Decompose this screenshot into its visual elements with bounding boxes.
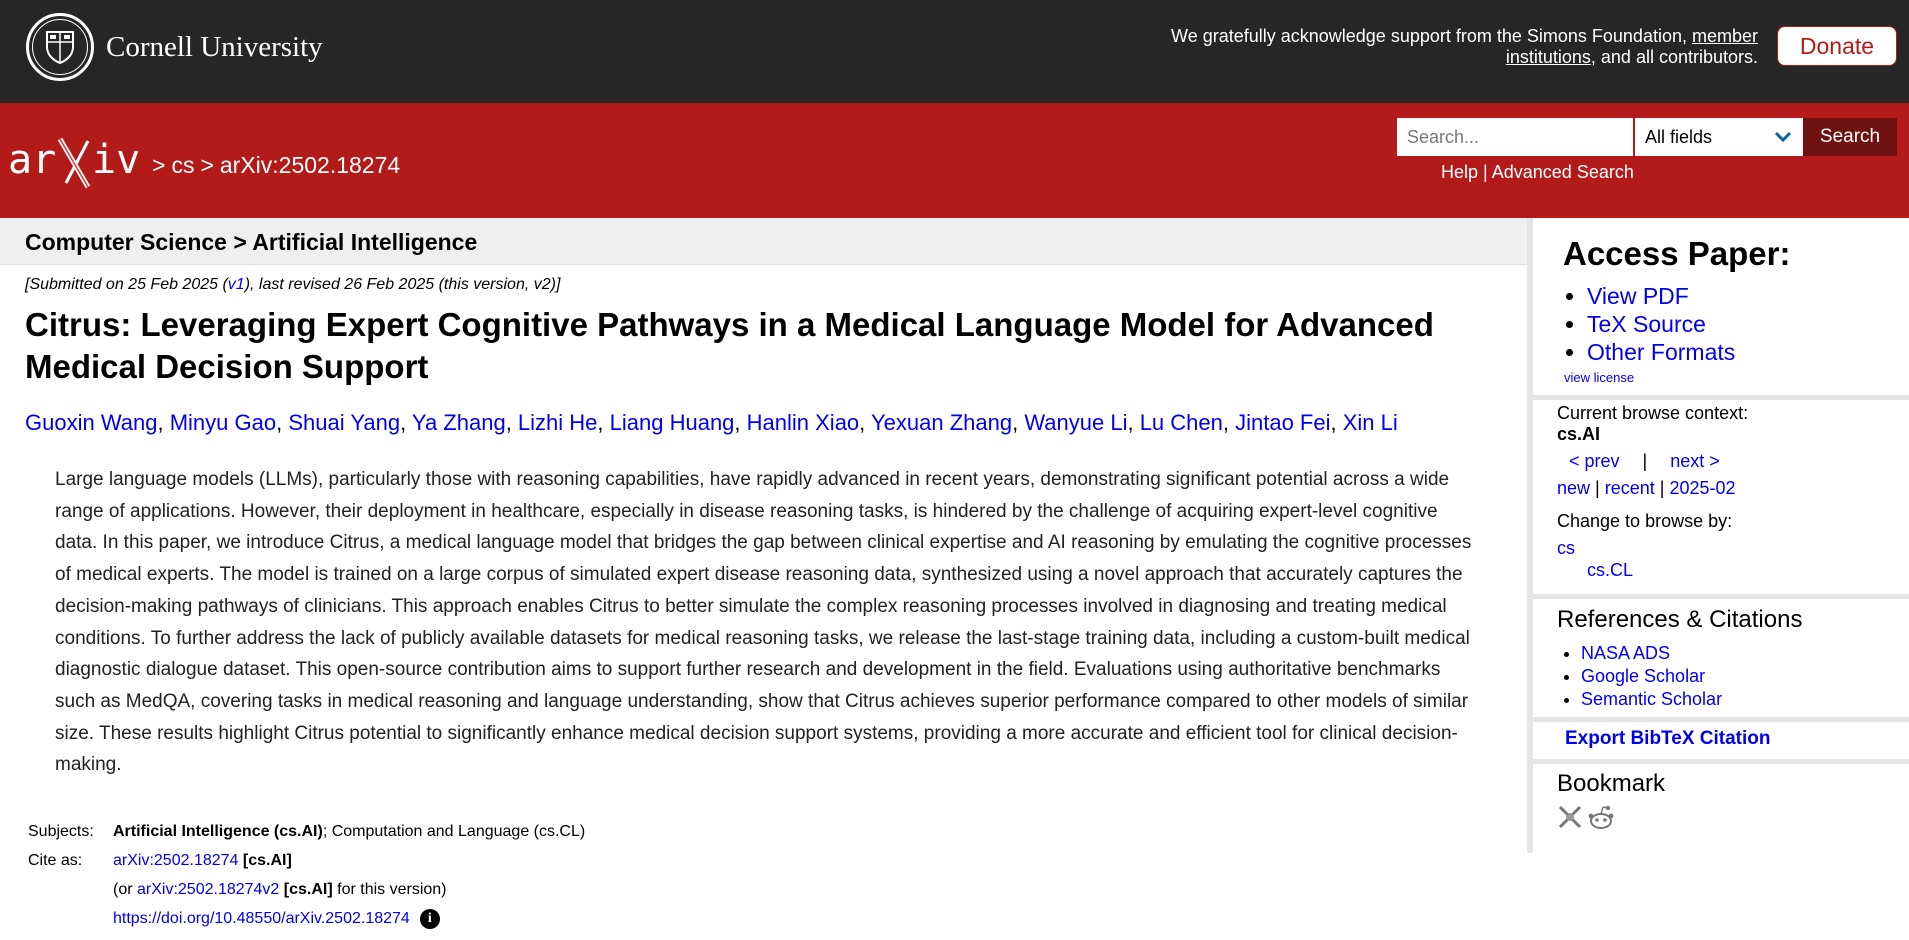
donate-button[interactable]: Donate: [1777, 26, 1897, 66]
change-browse-label: Change to browse by:: [1557, 511, 1733, 531]
search-field-select[interactable]: All fields: [1635, 118, 1803, 156]
breadcrumb: > cs > arXiv:2502.18274: [152, 152, 401, 178]
author-link[interactable]: Jintao Fei: [1235, 410, 1331, 435]
semantic-scholar-link[interactable]: Semantic Scholar: [1581, 689, 1723, 709]
sidebar: [1527, 218, 1909, 853]
svg-text:iv: iv: [92, 137, 141, 183]
author-link[interactable]: Lizhi He: [517, 410, 598, 435]
submission-dateline: [Submitted on 25 Feb 2025 (v1), last revised 26 Feb 2025 (this version, v2)]: [25, 276, 561, 293]
v1-link[interactable]: v1: [227, 276, 245, 293]
divider: [1533, 717, 1909, 722]
author-link[interactable]: Hanlin Xiao: [746, 410, 860, 435]
abstract: Large language models (LLMs), particularly those with reasoning capabilities, have rapidly advanced in recent years, demonstrating significant potential across a wide range of applications. However, their deployment in healthcare, especially in disease reasoning tasks, is hindered by the challenge of acquiring expert-level cognitive data. In this paper, we introduce Citrus, a medical language model that bridges the gap between clinical expertise and AI reasoning by emulating the cognitive processes of medical experts. The model is trained on a large corpus of simulated expert disease reasoning data, synthesized using a novel approach that accurately captures the decision-making pathways of clinicians. This approach enables Citrus to better simulate the complex reasoning processes involved in diagnosing and treating medical conditions. To further address the lack of publicly available datasets for medical reasoning tasks, we release the last-stage training data, including a custom-built medical diagnostic dialogue dataset. This open-source contribution aims to support further research and development in the field. Evaluations using authoritative benchmarks such as MedQA, covering tasks in medical reasoning and language understanding, show that Citrus achieves superior performance compared to other models of similar size. These results highlight Citrus potential to significantly enhance medical decision support systems, providing a more accurate and efficient tool for clinical decision-making.: [55, 469, 1472, 776]
browse-cscl-link[interactable]: cs.CL: [1587, 560, 1634, 580]
info-icon[interactable]: i: [420, 909, 440, 929]
month-link[interactable]: 2025-02: [1669, 478, 1736, 498]
cite-id-link[interactable]: arXiv:2502.18274: [113, 851, 239, 869]
search-input[interactable]: [1397, 118, 1633, 156]
chevron-down-icon: [1773, 130, 1793, 144]
author-link[interactable]: Guoxin Wang: [25, 410, 158, 435]
new-link[interactable]: new: [1557, 478, 1591, 498]
divider: [1533, 759, 1909, 764]
author-link[interactable]: Lu Chen: [1139, 410, 1223, 435]
bookmark-icons: [1557, 804, 1615, 832]
advanced-search-link[interactable]: Advanced Search: [1491, 162, 1634, 182]
view-license-link[interactable]: view license: [1564, 370, 1635, 385]
divider: [1533, 594, 1909, 599]
acknowledgement: We gratefully acknowledge support from the Simons Foundation, member institutions, and all contributors.: [1171, 26, 1758, 67]
author-link[interactable]: Yexuan Zhang: [871, 410, 1013, 435]
nasa-ads-link[interactable]: NASA ADS: [1581, 643, 1671, 663]
bibsonomy-icon[interactable]: [1557, 804, 1583, 830]
divider: [1533, 395, 1909, 400]
tex-source-link[interactable]: TeX Source: [1587, 311, 1706, 337]
cornell-logo[interactable]: [26, 13, 323, 81]
arxiv-logo[interactable]: [8, 135, 148, 200]
author-link[interactable]: Wanyue Li: [1024, 410, 1128, 435]
paper-title: Citrus: Leveraging Expert Cognitive Pathways in a Medical Language Model for Advanced Medical Decision Support: [25, 306, 1434, 385]
subject-header: [0, 218, 1527, 265]
prev-next-nav: < prev | next >: [1569, 451, 1720, 471]
svg-text:ar: ar: [8, 137, 57, 183]
subject-breadcrumb: Computer Science > Artificial Intelligence: [25, 229, 478, 255]
export-bibtex-link[interactable]: Export BibTeX Citation: [1565, 728, 1771, 749]
cornell-seal-icon: [26, 13, 94, 81]
author-link[interactable]: Xin Li: [1342, 410, 1398, 435]
other-formats-link[interactable]: Other Formats: [1587, 339, 1736, 365]
next-link[interactable]: next >: [1670, 451, 1720, 471]
browse-context-value: cs.AI: [1557, 424, 1601, 444]
breadcrumb-cs[interactable]: cs: [171, 152, 195, 178]
prev-link[interactable]: < prev: [1569, 451, 1620, 471]
author-link[interactable]: Shuai Yang: [288, 410, 401, 435]
reddit-icon[interactable]: [1587, 804, 1615, 832]
doi-link[interactable]: https://doi.org/10.48550/arXiv.2502.18274: [113, 909, 410, 927]
references-links: [1557, 642, 1722, 711]
browse-cs-link[interactable]: cs: [1557, 538, 1575, 558]
subjects-label: Subjects:: [28, 822, 94, 840]
arxiv-header: [0, 103, 1909, 218]
member-institutions-link[interactable]: member institutions: [1505, 26, 1758, 67]
cornell-header: [0, 0, 1909, 103]
cornell-name: Cornell University: [106, 30, 323, 63]
access-paper-title: Access Paper:: [1563, 235, 1791, 272]
paper-metadata: Subjects: Artificial Intelligence (cs.AI); Computation and Language (cs.CL) Cite as: arXiv:2502.18274 [cs.AI] (or arXiv:2502.18274v2 [cs.AI] for this version) https://doi.org/10.48550/arXiv.2502.18274 i: [28, 822, 586, 927]
access-links: [1563, 282, 1735, 366]
cite-label: Cite as:: [28, 851, 83, 869]
references-title: References & Citations: [1557, 606, 1803, 633]
help-link[interactable]: Help: [1441, 162, 1479, 182]
recent-link[interactable]: recent: [1604, 478, 1655, 498]
author-link[interactable]: Minyu Gao: [169, 410, 277, 435]
author-link[interactable]: Ya Zhang: [411, 410, 506, 435]
bookmark-title: Bookmark: [1557, 770, 1666, 797]
primary-subject: Artificial Intelligence (cs.AI): [113, 822, 323, 840]
author-link[interactable]: Liang Huang: [609, 410, 735, 435]
view-pdf-link[interactable]: View PDF: [1587, 283, 1689, 309]
google-scholar-link[interactable]: Google Scholar: [1581, 666, 1706, 686]
breadcrumb-paper-id[interactable]: arXiv:2502.18274: [219, 152, 401, 178]
author-list: Guoxin Wang, Minyu Gao, Shuai Yang, Ya Zhang, Lizhi He, Liang Huang, Hanlin Xiao, Yexuan Zhang, Wanyue Li, Lu Chen, Jintao Fei, Xin Li: [25, 410, 1398, 435]
browse-context-label: Current browse context:: [1557, 403, 1749, 423]
help-links: Help | Advanced Search: [1441, 162, 1634, 182]
browse-list-nav: new | recent | 2025-02: [1557, 478, 1736, 498]
search-button[interactable]: Search: [1803, 118, 1897, 156]
cite-v2-link[interactable]: arXiv:2502.18274v2: [137, 880, 280, 898]
